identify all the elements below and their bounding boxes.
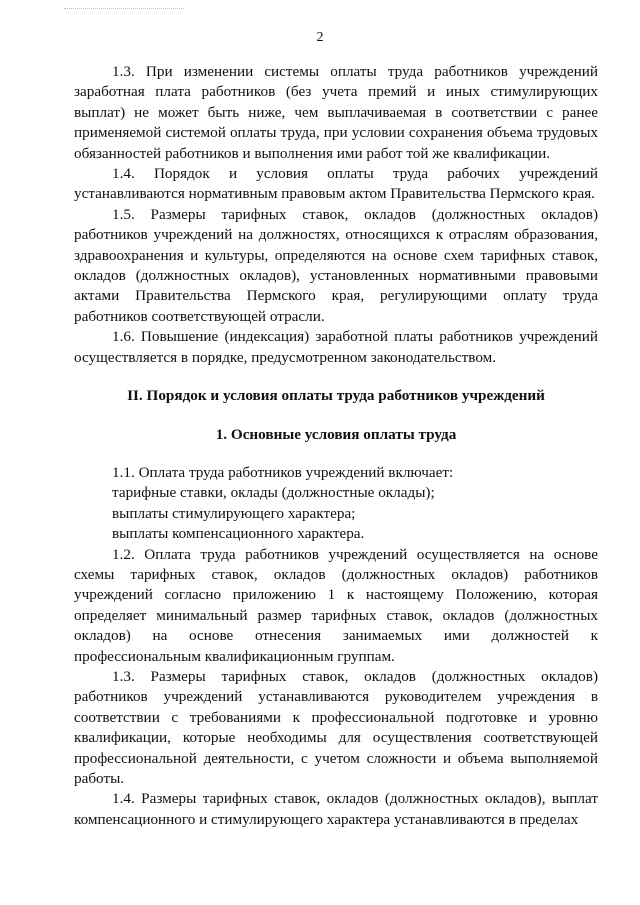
list-item: тарифные ставки, оклады (должностные оклады); [112,484,435,502]
subsection-heading: 1. Основные условия оплаты труда [215,425,457,443]
section-heading: II. Порядок и условия оплаты труда работников учреждений [127,387,545,405]
document-body [74,62,598,830]
paragraph-1-3-system-change: 1.3. При изменении системы оплаты труда работников учреждений заработная плата работников (без учета премий и иных стимулирующих выплат) не может быть ниже, чем выплачиваемая в соответствии с ранее применяемой системой оплаты труда, при условии сохранения объема трудовых обязанностей работников и выполнения ими работ той же квалификации. [74,63,598,162]
paragraph-1-4-limits: 1.4. Размеры тарифных ставок, окладов (должностных окладов), выплат компенсационного и стимулирующего характера устанавливаются в пределах [74,790,598,828]
list-item: выплаты компенсационного характера. [112,525,365,543]
paragraph-1-6-indexation: 1.6. Повышение (индексация) заработной платы работников учреждений осуществляется в порядке, предусмотренном законодательством. [74,328,598,366]
scan-edge-mark [64,8,184,11]
paragraph-1-4-workers-pay: 1.4. Порядок и условия оплаты труда рабочих учреждений устанавливаются нормативным правовым актом Правительства Пермского края. [74,165,598,203]
paragraph-1-5-tariff-rates: 1.5. Размеры тарифных ставок, окладов (должностных окладов) работников учреждений на должностях, относящихся к отраслям образования, здравоохранения и культуры, определяются на основе схем тарифных ставок, окладов (должностных окладов), установленных нормативными правовыми актами Правительства Пермского края, регулирующими оплату труда работников соответствующей отрасли. [74,205,598,325]
list-intro-line: 1.1. Оплата труда работников учреждений включает: [112,463,454,481]
list-item: выплаты стимулирующего характера; [112,504,356,522]
page-number: 2 [316,30,324,45]
paragraph-1-3-rate-sizes: 1.3. Размеры тарифных ставок, окладов (должностных окладов) работников учреждений устанавливаются руководителем учреждения в соответствии с требованиями к профессиональной подготовке и уровню квалификации, которые необходимы для осуществления соответствующей профессиональной деятельности, с учетом сложности и объема выполняемой работы. [74,667,598,787]
paragraph-1-2-basis: 1.2. Оплата труда работников учреждений осуществляется на основе схемы тарифных ставок, окладов (должностных окладов) работников учреждений согласно приложению 1 к настоящему Положению, которая определяет минимальный размер тарифных ставок, окладов (должностных окладов) на основе отнесения занимаемых ими должностей к профессиональным квалификационным группам. [74,545,598,665]
